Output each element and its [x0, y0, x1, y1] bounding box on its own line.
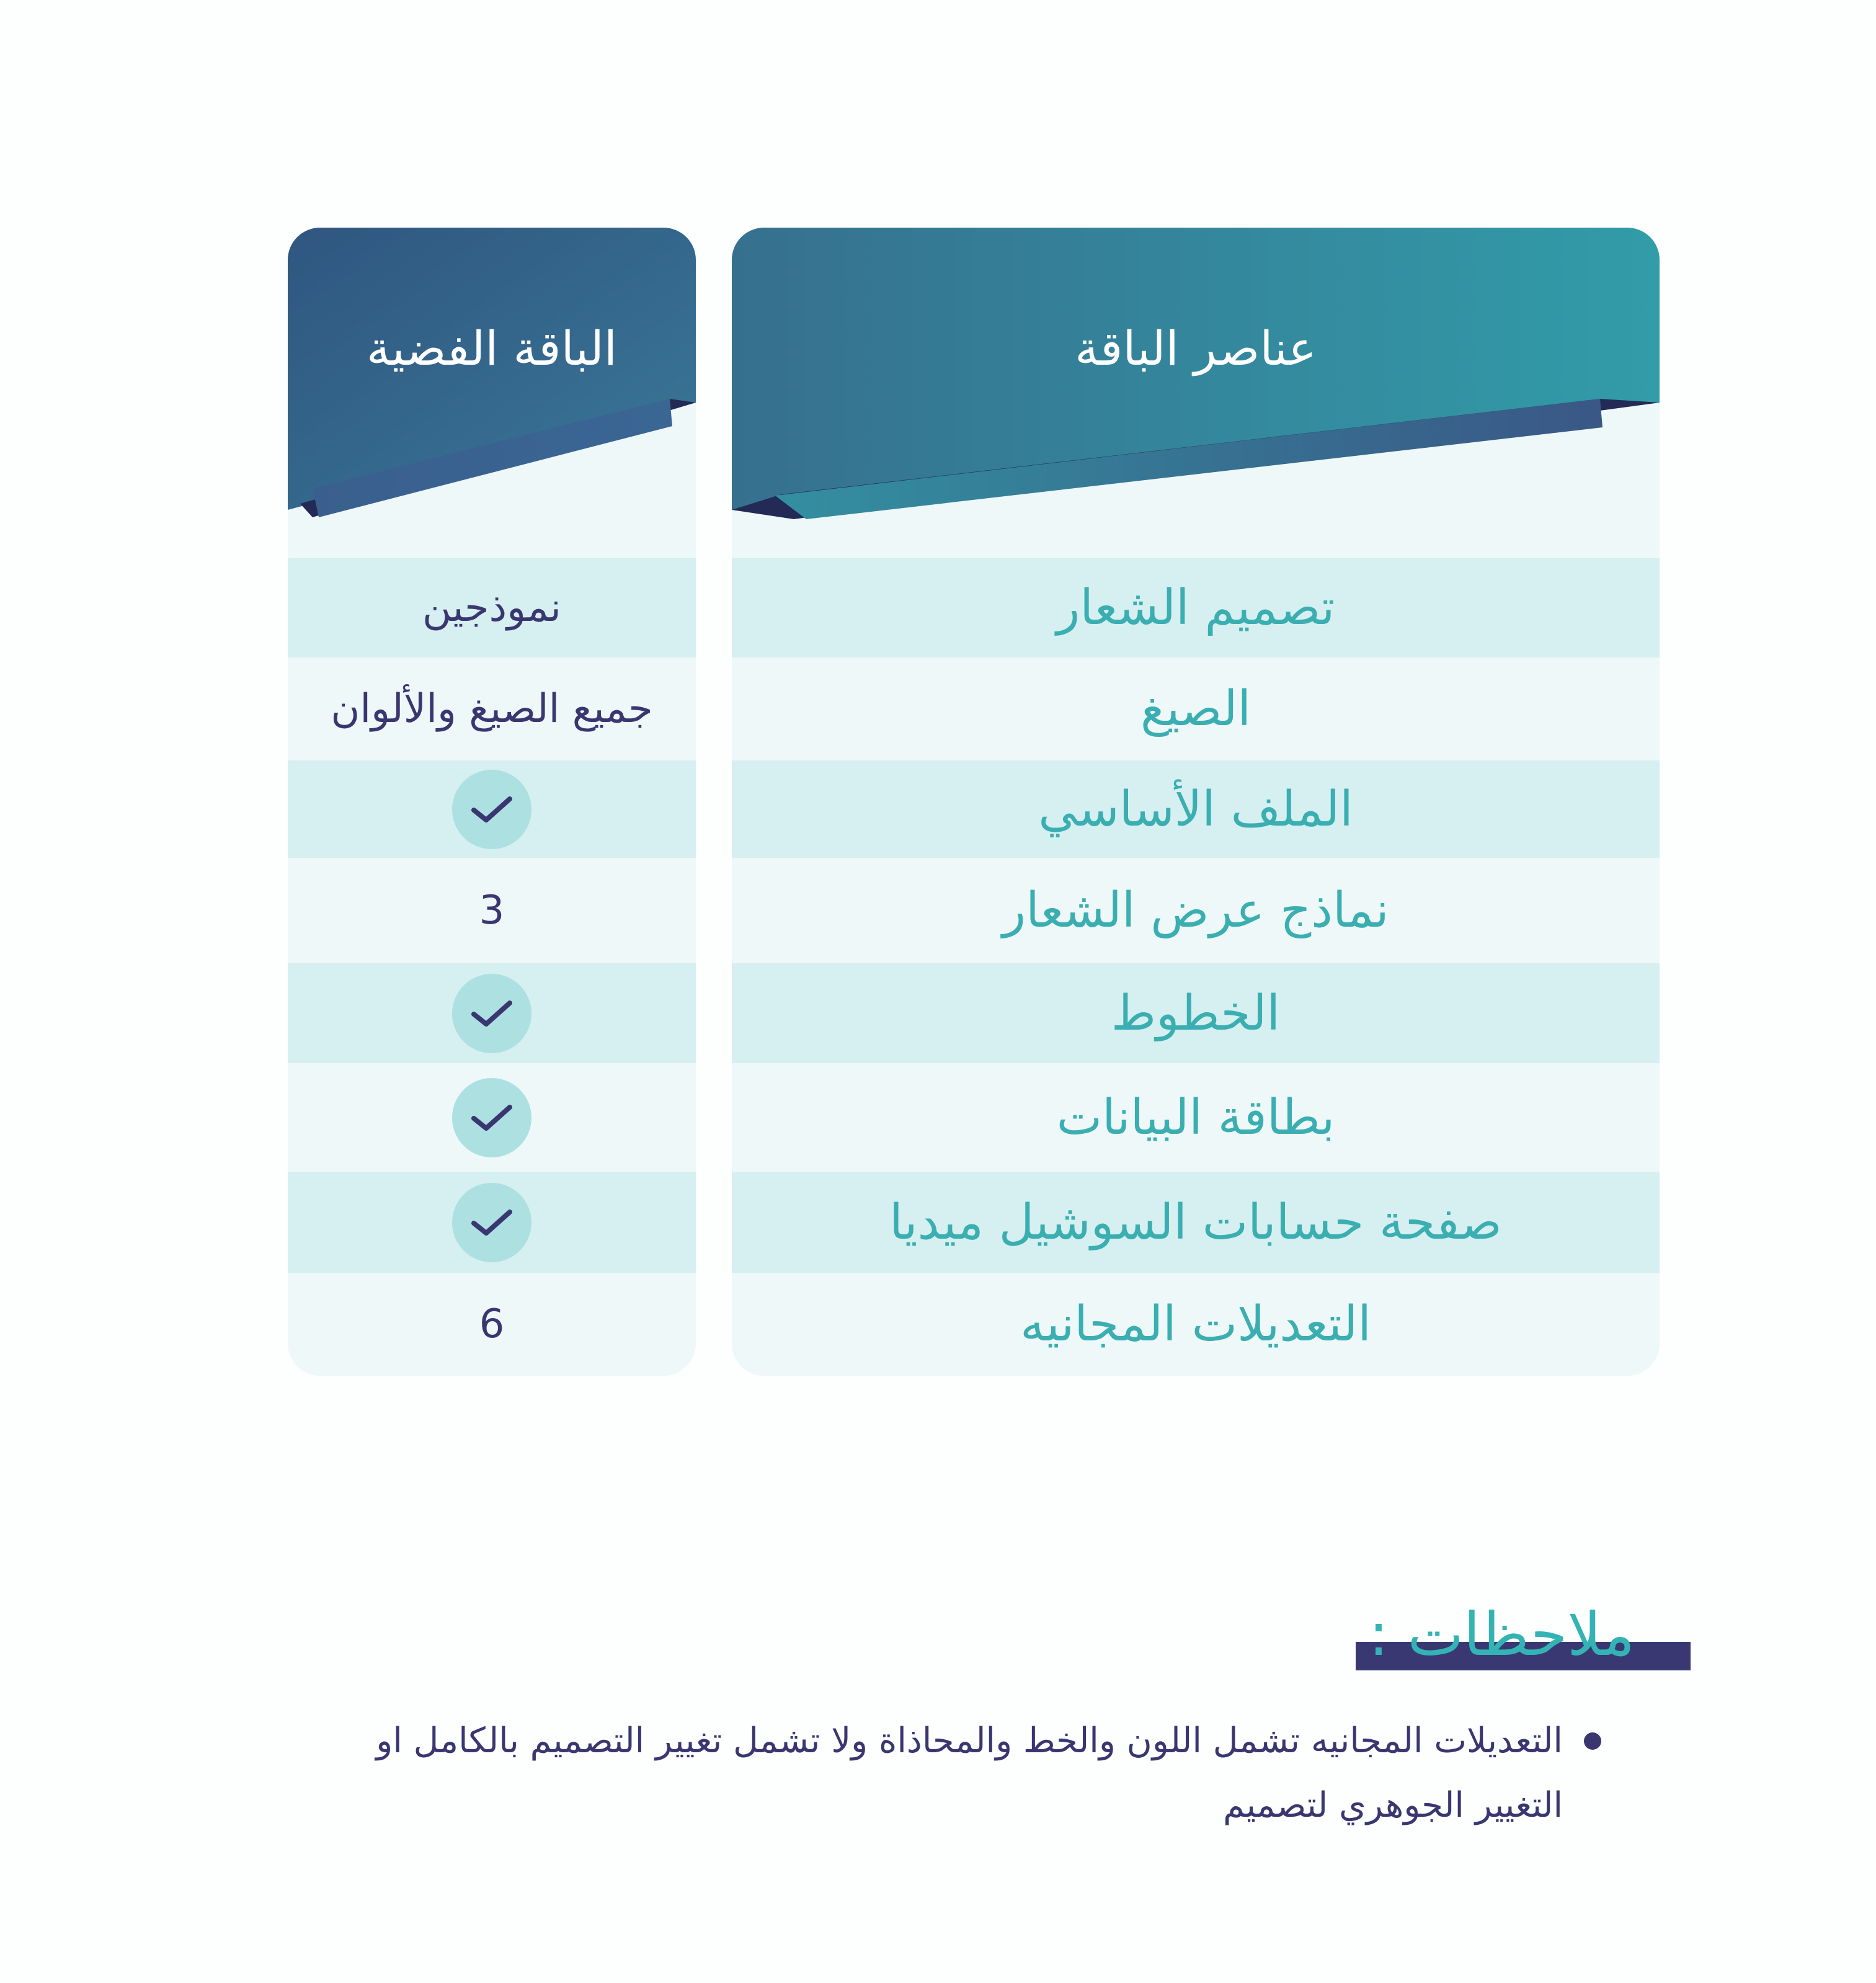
items-row — [732, 963, 1660, 1063]
item-label: بطاقة البيانات — [1056, 1089, 1335, 1146]
items-row — [732, 1063, 1660, 1172]
package-value: 3 — [479, 888, 505, 934]
items-title: عناصر الباقة — [1075, 321, 1317, 376]
items-header — [732, 228, 1660, 519]
item-label: الصيغ — [1140, 681, 1251, 737]
item-label: الخطوط — [1111, 985, 1281, 1041]
items-row — [732, 1273, 1660, 1376]
item-label: نماذج عرض الشعار — [1002, 883, 1389, 938]
package-row — [288, 1273, 696, 1376]
check-icon — [452, 1183, 531, 1262]
package-row — [288, 558, 696, 657]
item-label: صفحة حسابات السوشيل ميديا — [889, 1194, 1502, 1250]
package-row — [288, 760, 696, 858]
item-label: التعديلات المجانيه — [1020, 1296, 1371, 1352]
package-header — [288, 228, 696, 519]
bullet-icon — [1584, 1732, 1601, 1750]
items-row — [732, 657, 1660, 760]
package-row — [288, 657, 696, 760]
check-icon — [452, 974, 531, 1053]
item-label: الملف الأساسي — [1038, 781, 1353, 837]
items-row — [732, 760, 1660, 858]
items-row — [732, 1172, 1660, 1273]
items-row — [732, 558, 1660, 657]
items-column — [732, 228, 1660, 1376]
item-label: تصميم الشعار — [1056, 580, 1335, 636]
notes-title: ملاحظات : — [1368, 1600, 1635, 1669]
package-title: الباقة الفضية — [367, 321, 617, 376]
check-icon — [452, 1078, 531, 1157]
package-column — [288, 228, 696, 1376]
package-row — [288, 1063, 696, 1172]
package-value: 6 — [479, 1301, 505, 1347]
package-row — [288, 1172, 696, 1273]
notes-body — [279, 1709, 1612, 1838]
package-row — [288, 963, 696, 1063]
notes-heading — [1356, 1597, 1691, 1672]
check-icon — [452, 770, 531, 849]
items-row — [732, 858, 1660, 963]
notes-text: التعديلات المجانيه تشمل اللون والخط والمحاذاة ولا تشمل تغيير التصميم بالكامل او التغيير الجوهري لتصميم — [376, 1721, 1563, 1825]
package-row — [288, 858, 696, 963]
package-value: نموذجين — [422, 585, 561, 631]
package-value: جميع الصيغ والألوان — [331, 686, 653, 732]
